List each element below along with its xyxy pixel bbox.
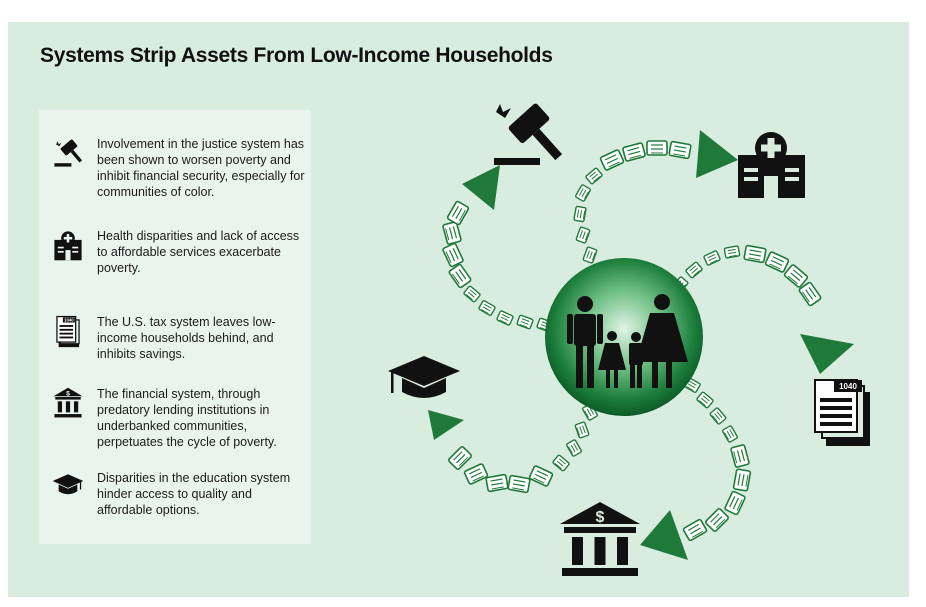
legend-text-education: Disparities in the education system hinder access to quality and affordable options.: [97, 471, 291, 517]
cash-chain-education: [448, 403, 598, 492]
cash-chain-justice: [442, 201, 553, 332]
svg-text:$: $: [66, 390, 70, 398]
legend-text-health: Health disparities and lack of access to affordable services exacerbate poverty.: [97, 229, 300, 275]
arrow-to-health: [696, 130, 738, 178]
graduation-cap-icon-large: [388, 356, 460, 398]
family-circle: [545, 258, 703, 416]
arrow-to-education: [428, 410, 464, 440]
legend-text-tax: The U.S. tax system leaves low-income households behind, and inhibits savings.: [97, 315, 276, 361]
arrow-to-financial: [640, 510, 688, 560]
tax-form-label: 1040: [64, 317, 74, 323]
gavel-icon-large: [494, 102, 573, 169]
legend-text-justice: Involvement in the justice system has been shown to worsen poverty and inhibit financial security, especially for communities of color.: [97, 137, 305, 199]
cash-chain-financial: [683, 377, 751, 541]
cash-chain-tax: [672, 245, 822, 306]
svg-text:$: $: [595, 509, 605, 526]
cash-chain-health: [574, 141, 691, 263]
bank-icon-large: [560, 502, 640, 576]
tax-form-icon-large: [815, 380, 870, 446]
legend-text-financial: The financial system, through predatory lending institutions in underbanked communities, perpetuates the cycle of poverty.: [97, 387, 277, 449]
arrow-to-tax: [800, 334, 854, 374]
page-title: Systems Strip Assets From Low-Income Households: [40, 44, 553, 67]
hospital-icon-large: [738, 132, 805, 198]
tax-form-label-large: 1040: [839, 382, 857, 391]
